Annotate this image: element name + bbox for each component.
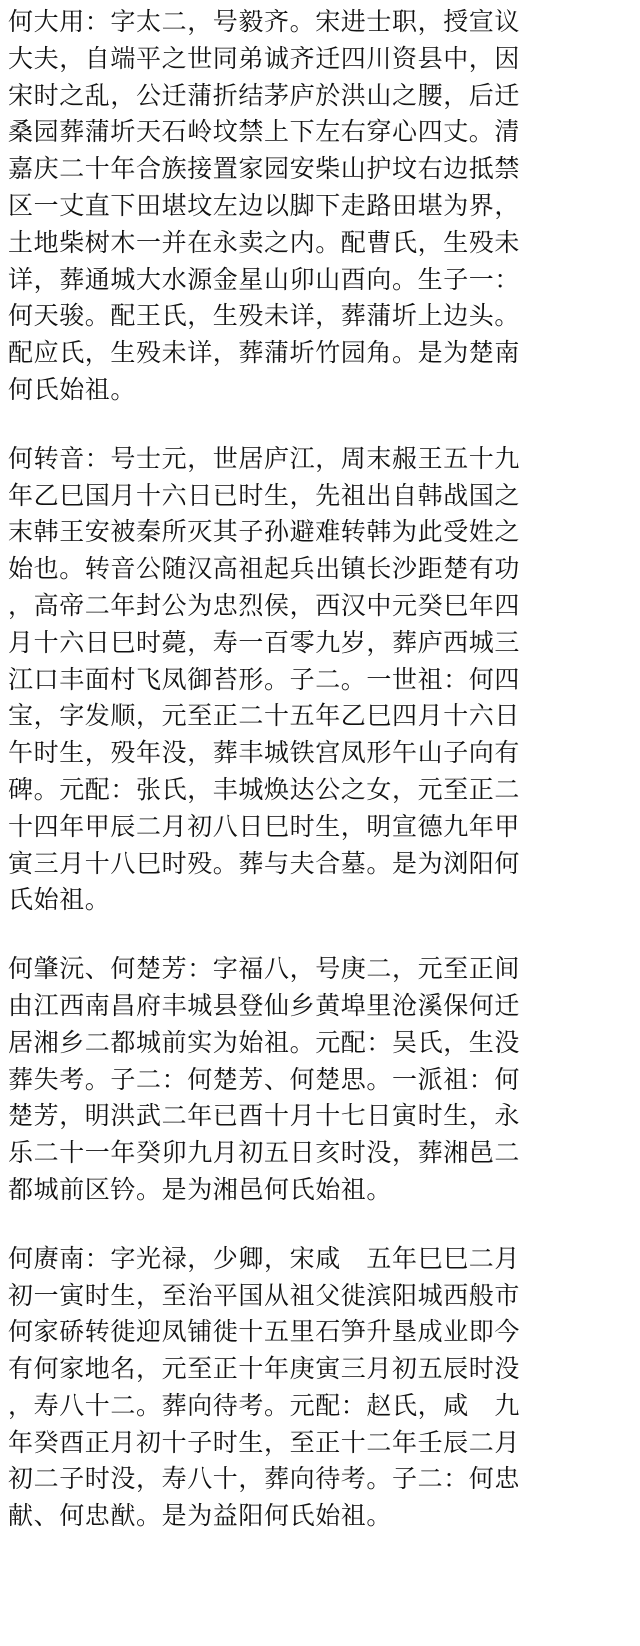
entry-he-zhuanyin (8, 441, 634, 919)
text-line: 月十六日巳时薨，寿一百零九岁，葬庐西城三 (8, 627, 521, 657)
text-line: 初一寅时生，至治平国从祖父徙滨阳城西般市 (8, 1280, 521, 1310)
text-line: 配应氏，生殁未详，葬蒲圻竹园角。是为楚南 (8, 338, 521, 368)
entry-he-zhaoyuan (8, 951, 634, 1209)
text-line: 居湘乡二都城前实为始祖。元配：吴氏，生没 (8, 1027, 521, 1057)
text-line: 由江西南昌府丰城县登仙乡黄埠里沧溪保何迁 (8, 990, 521, 1020)
entry-he-dayong (8, 4, 634, 409)
text-line: 楚芳，明洪武二年已酉十月十七日寅时生，永 (8, 1101, 521, 1131)
text-line: 年乙巳国月十六日已时生，先祖出自韩战国之 (8, 480, 521, 510)
text-line: ，寿八十二。葬向待考。元配：赵氏，咸 九 (8, 1390, 521, 1420)
text-line: 何家硚转徙迎凤铺徙十五里石笋升垦成业即今 (8, 1317, 521, 1347)
text-line: 十四年甲辰二月初八日巳时生，明宣德九年甲 (8, 811, 521, 841)
text-line: 详，葬通城大水源金星山卯山酉向。生子一： (8, 264, 521, 294)
text-line: 桑园葬蒲圻天石岭坟禁上下左右穿心四丈。清 (8, 117, 521, 147)
text-line: 何转音：号士元，世居庐江，周末赧王五十九 (8, 443, 521, 473)
text-line: 土地柴树木一并在永卖之内。配曹氏，生殁未 (8, 227, 521, 257)
text-line: 区一丈直下田堪坟左边以脚下走路田堪为界， (8, 190, 521, 220)
text-line: 葬失考。子二：何楚芳、何楚思。一派祖：何 (8, 1064, 521, 1094)
text-line: 献、何忠猷。是为益阳何氏始祖。 (8, 1501, 393, 1531)
text-line: 何氏始祖。 (8, 374, 137, 404)
text-line: 寅三月十八巳时殁。葬与夫合墓。是为浏阳何 (8, 848, 521, 878)
text-line: 何肇沅、何楚芳：字福八，号庚二，元至正间 (8, 954, 521, 984)
text-line: 乐二十一年癸卯九月初五日亥时没，葬湘邑二 (8, 1138, 521, 1168)
text-line: 大夫，自端平之世同弟诚齐迁四川资县中，因 (8, 43, 521, 73)
text-line: 何天骏。配王氏，生殁未详，葬蒲圻上边头。 (8, 301, 521, 331)
text-line: 碑。元配：张氏，丰城焕达公之女，元至正二 (8, 774, 521, 804)
text-line: 江口丰面村飞凤御苔形。子二。一世祖：何四 (8, 664, 521, 694)
text-line: 有何家地名，元至正十年庚寅三月初五辰时没 (8, 1354, 521, 1384)
text-line: 始也。转音公随汉高祖起兵出镇长沙距楚有功 (8, 554, 521, 584)
text-line: 氏始祖。 (8, 885, 111, 915)
text-line: 何大用：字太二，号毅齐。宋进士职，授宣议 (8, 7, 521, 36)
text-line: 都城前区钤。是为湘邑何氏始祖。 (8, 1174, 393, 1204)
text-line: 嘉庆二十年合族接置家园安柴山护坟右边抵禁 (8, 154, 521, 184)
text-line: 年癸酉正月初十子时生，至正十二年壬辰二月 (8, 1427, 521, 1457)
entry-he-gengnan (8, 1241, 634, 1535)
text-line: 宋时之乱，公迁蒲折结茅庐於洪山之腰，后迁 (8, 80, 521, 110)
text-line: 初二子时没，寿八十，葬向待考。子二：何忠 (8, 1464, 521, 1494)
text-line: 末韩王安被秦所灭其子孙避难转韩为此受姓之 (8, 517, 521, 547)
text-line: 何赓南：字光禄，少卿，宋咸 五年巳巳二月 (8, 1243, 521, 1273)
text-line: ，高帝二年封公为忠烈侯，西汉中元癸巳年四 (8, 590, 521, 620)
text-line: 午时生，殁年没，葬丰城铁宫凤形午山子向有 (8, 738, 521, 768)
text-line: 宝，字发顺，元至正二十五年乙巳四月十六日 (8, 701, 521, 731)
